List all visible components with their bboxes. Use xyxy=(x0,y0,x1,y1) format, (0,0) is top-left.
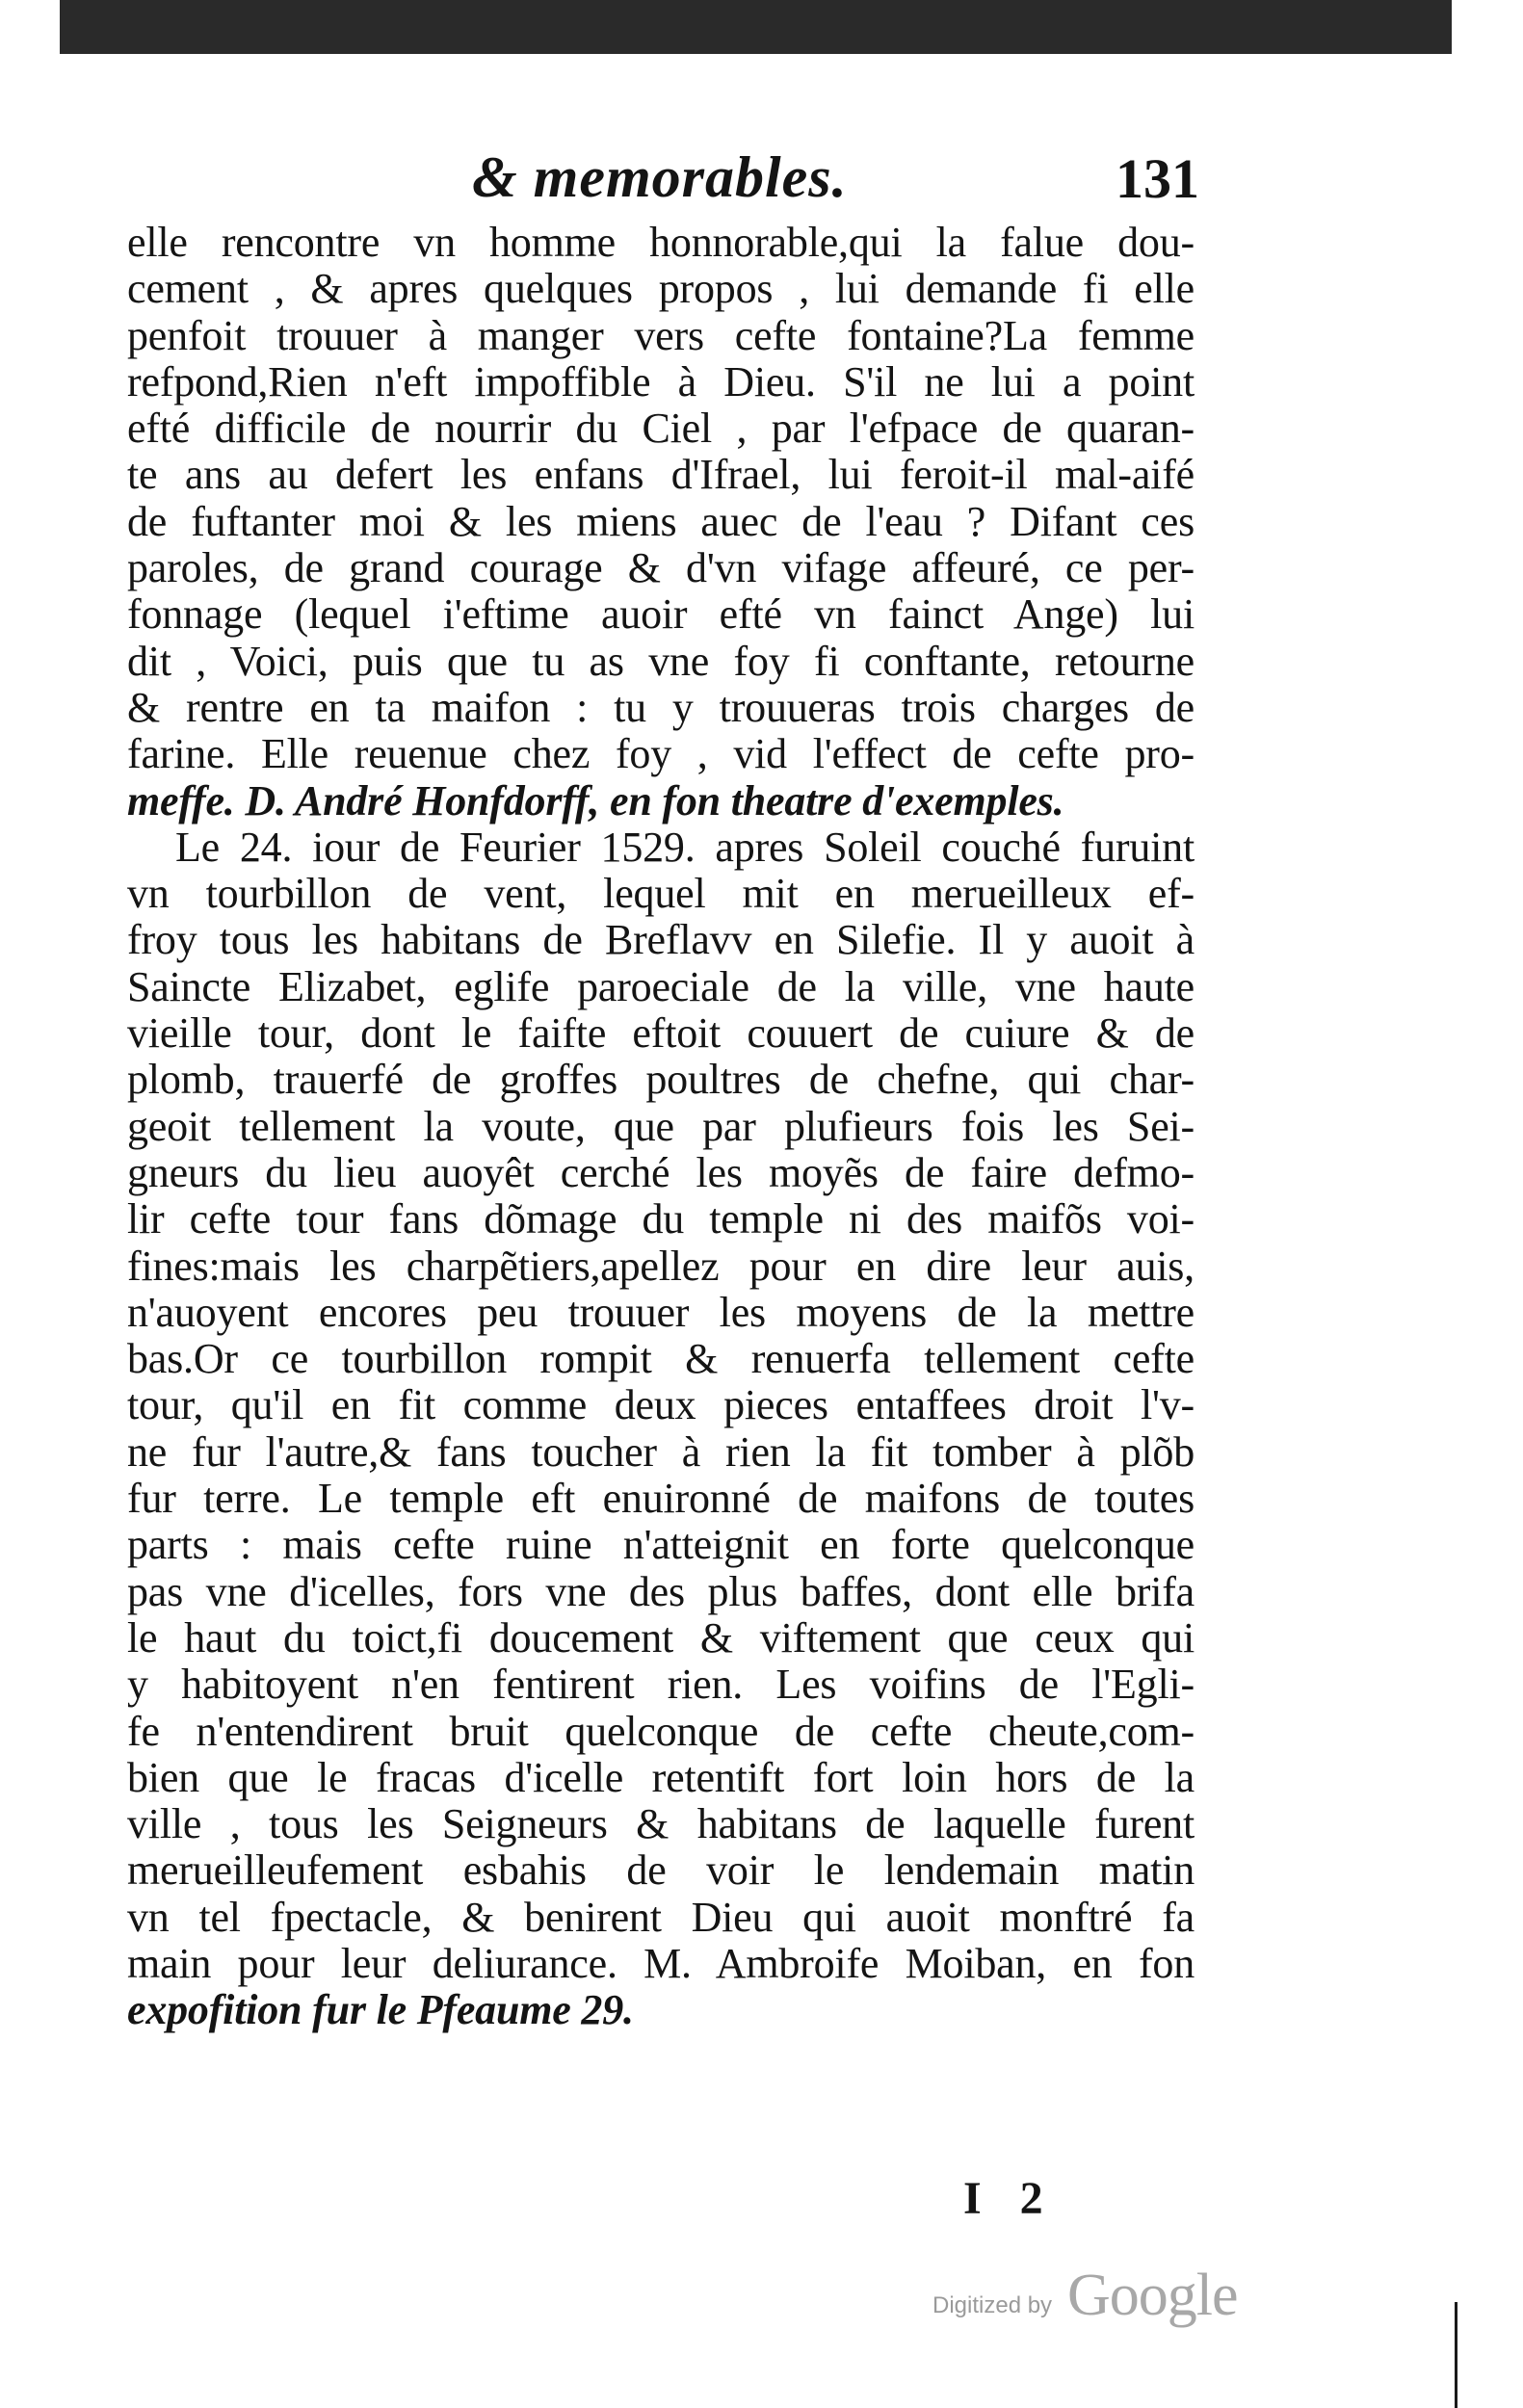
text-line: paroles, de grand courage & d'vn vifage affeuré, ce per- xyxy=(127,545,1195,592)
text-line: ville , tous les Seigneurs & habitans de laquelle furent xyxy=(127,1801,1195,1848)
scan-top-bar xyxy=(60,0,1452,54)
text-line: refpond,Rien n'eft impoffible à Dieu. S'il ne lui a point xyxy=(127,358,1195,406)
page-header xyxy=(0,144,1523,222)
text-line: froy tous les habitans de Breflavv en Silefie. Il y auoit à xyxy=(127,917,1195,964)
text-line: fe n'entendirent bruit quelconque de cefte cheute,com- xyxy=(127,1708,1195,1755)
text-line: le haut du toict,fi doucement & viftement que ceux qui xyxy=(127,1614,1195,1662)
text-line: plomb, trauerfé de groffes poultres de chefne, qui char- xyxy=(127,1057,1195,1104)
paragraph-1 xyxy=(127,220,1195,778)
text-line: efté difficile de nourrir du Ciel , par l'efpace de quaran- xyxy=(127,406,1195,453)
signature-mark: I 2 xyxy=(963,2173,1057,2224)
text-line: fonnage (lequel i'eftime auoir efté vn fainct Ange) lui xyxy=(127,591,1195,639)
text-line: penfoit trouuer à manger vers cefte fontaine?La femme xyxy=(127,312,1195,359)
main-text xyxy=(127,220,1195,2034)
text-line: Le 24. iour de Feurier 1529. apres Soleil couché furuint xyxy=(175,824,1195,871)
text-line: ne fur l'autre,& fans toucher à rien la fit tomber à plõb xyxy=(127,1428,1195,1476)
text-line: y habitoyent n'en fentirent rien. Les voifins de l'Egli- xyxy=(127,1662,1195,1709)
citation-2: expofition fur le Pfeaume 29. xyxy=(127,1987,634,2034)
text-line: pas vne d'icelles, fors vne des plus baffes, dont elle brifa xyxy=(127,1568,1195,1615)
text-line: bas.Or ce tourbillon rompit & renuerfa tellement cefte xyxy=(127,1336,1195,1383)
text-line: main pour leur deliurance. M. Ambroife Moiban, en fon xyxy=(127,1940,1195,1987)
text-line: Saincte Elizabet, eglife paroeciale de la ville, vne haute xyxy=(127,963,1195,1010)
text-line: gneurs du lieu auoyêt cerché les moyẽs de faire defmo- xyxy=(127,1149,1195,1196)
text-line: lir cefte tour fans dõmage du temple ni des maifõs voi- xyxy=(127,1196,1195,1243)
text-line: & rentre en ta maifon : tu y trouueras trois charges de xyxy=(127,684,1195,731)
page-edge-rule xyxy=(1455,2302,1457,2408)
text-line: geoit tellement la voute, que par plufieurs fois les Sei- xyxy=(127,1103,1195,1150)
text-line: fur terre. Le temple eft enuironné de maifons de toutes xyxy=(127,1476,1195,1523)
text-line: de fuftanter moi & les miens auec de l'eau ? Difant ces xyxy=(127,498,1195,545)
text-line: bien que le fracas d'icelle retentift fort loin hors de la xyxy=(127,1754,1195,1801)
text-line: merueilleufement esbahis de voir le lendemain matin xyxy=(127,1847,1195,1895)
citation-1: meffe. D. André Honfdorff, en fon theatre d'exemples. xyxy=(127,777,1064,824)
text-line: vn tourbillon de vent, lequel mit en merueilleux ef- xyxy=(127,871,1195,918)
text-line: fines:mais les charpẽtiers,apellez pour en dire leur auis, xyxy=(127,1243,1195,1290)
text-line: vn tel fpectacle, & benirent Dieu qui auoit monftré fa xyxy=(127,1894,1195,1941)
digitized-by-label: Digitized by xyxy=(932,2292,1053,2318)
running-title: & memorables. xyxy=(472,145,848,209)
text-line: vieille tour, dont le faifte eftoit couuert de cuiure & de xyxy=(127,1010,1195,1058)
text-line: n'auoyent encores peu trouuer les moyens de la mettre xyxy=(127,1289,1195,1336)
text-line: cement , & apres quelques propos , lui demande fi elle xyxy=(127,266,1195,313)
page-number: 131 xyxy=(1116,147,1199,210)
text-line: dit , Voici, puis que tu as vne foy fi conftante, retourne xyxy=(127,638,1195,685)
text-line: elle rencontre vn homme honnorable,qui la falue dou- xyxy=(127,220,1195,266)
text-line: farine. Elle reuenue chez foy , vid l'effect de cefte pro- xyxy=(127,731,1195,778)
paragraph-2 xyxy=(127,824,1195,1987)
google-logo: Google xyxy=(1067,2263,1238,2328)
text-line: te ans au defert les enfans d'Ifrael, lui feroit-il mal-aifé xyxy=(127,452,1195,499)
text-line: parts : mais cefte ruine n'atteignit en forte quelconque xyxy=(127,1522,1195,1569)
text-line: tour, qu'il en fit comme deux pieces entaffees droit l'v- xyxy=(127,1382,1195,1429)
